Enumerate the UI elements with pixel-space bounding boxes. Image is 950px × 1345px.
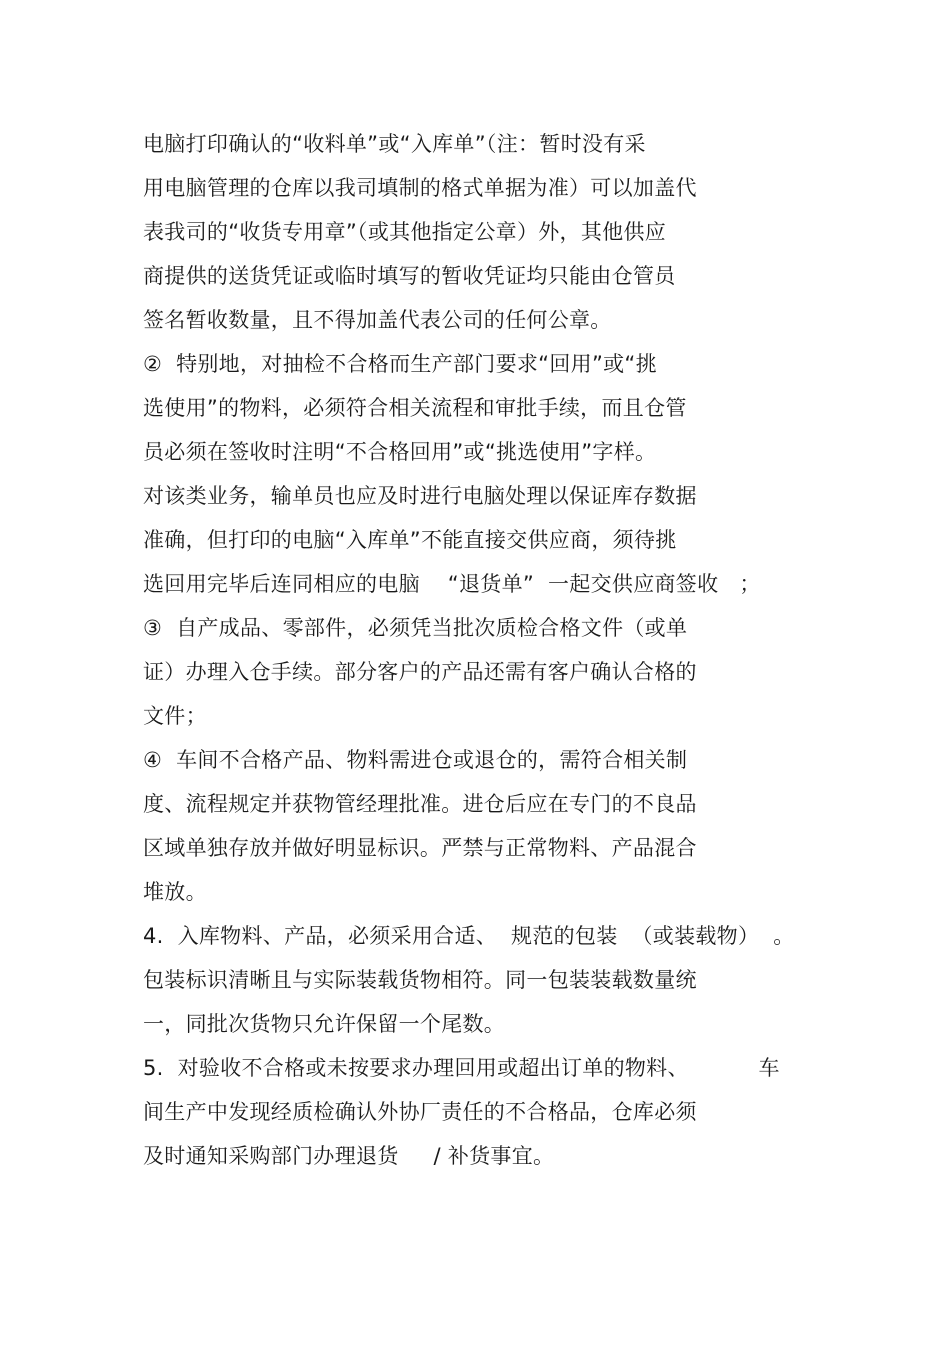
text-line: 度、流程规定并获物管经理批准。进仓后应在专门的不良品 [143,792,697,816]
text-line: 电脑打印确认的“收料单”或“入库单”（注：暂时没有采 [143,132,646,156]
text-line: ④ 车间不合格产品、物料需进仓或退仓的，需符合相关制 [143,748,688,772]
text-line: 及时通知采购部门办理退货 / 补货事宜。 [143,1144,555,1168]
text-line: 选回用完毕后连同相应的电脑 “退货单” 一起交供应商签收 ； [143,572,761,596]
text-line: 对该类业务，输单员也应及时进行电脑处理以保证库存数据 [143,484,697,508]
text-line: 文件； [143,704,207,728]
text-line: 证）办理入仓手续。部分客户的产品还需有客户确认合格的 [143,660,697,684]
text-line: 员必须在签收时注明“不合格回用”或“挑选使用”字样。 [143,440,657,464]
text-line: 准确，但打印的电脑“入库单”不能直接交供应商，须待挑 [143,528,677,552]
text-line: 用电脑管理的仓库以我司填制的格式单据为准）可以加盖代 [143,176,697,200]
text-line: 签名暂收数量，且不得加盖代表公司的任何公章。 [143,308,612,332]
text-line: 5. 对验收不合格或未按要求办理回用或超出订单的物料、 车 [143,1056,780,1080]
text-line: 堆放。 [143,880,207,904]
text-line: ③ 自产成品、零部件，必须凭当批次质检合格文件（或单 [143,616,688,640]
text-line: 区域单独存放并做好明显标识。严禁与正常物料、产品混合 [143,836,697,860]
text-line: 商提供的送货凭证或临时填写的暂收凭证均只能由仓管员 [143,264,676,288]
text-line: 4. 入库物料、产品，必须采用合适、 规范的包装 （或装载物） 。 [143,924,795,948]
text-line: ② 特别地，对抽检不合格而生产部门要求“回用”或“挑 [143,352,657,376]
text-line: 选使用”的物料，必须符合相关流程和审批手续，而且仓管 [143,396,687,420]
text-line: 一，同批次货物只允许保留一个尾数。 [143,1012,506,1036]
text-line: 表我司的“收货专用章”（或其他指定公章）外，其他供应 [143,220,667,244]
text-line: 间生产中发现经质检确认外协厂责任的不合格品，仓库必须 [143,1100,697,1124]
text-line: 包装标识清晰且与实际装载货物相符。同一包装装载数量统 [143,968,697,992]
